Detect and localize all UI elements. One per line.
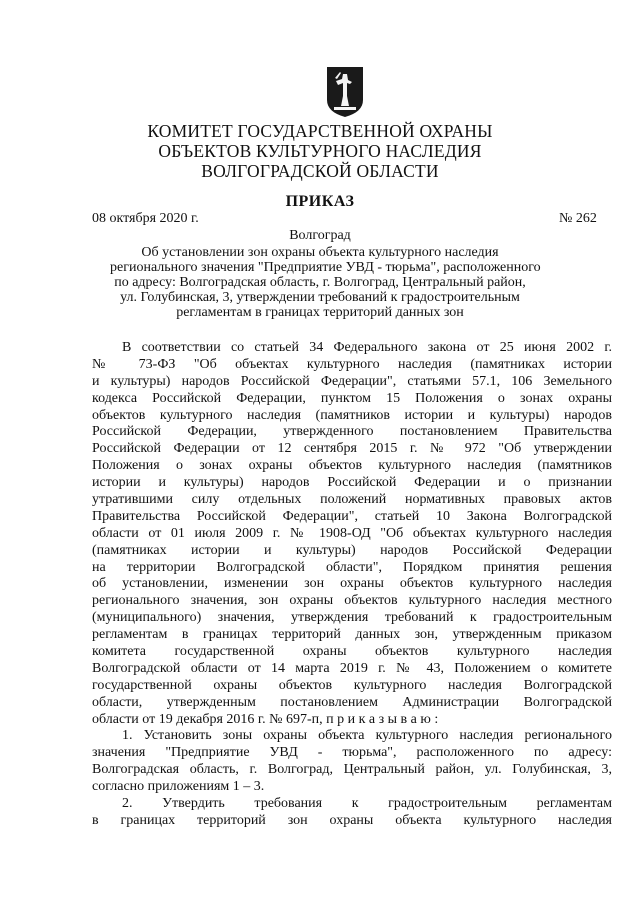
subject-line: регионального значения "Предприятие УВД - тюрьма", расположенного bbox=[110, 260, 541, 275]
body-line: (муниципального) значения, утверждения требований к градостроительным bbox=[92, 610, 612, 626]
body-line: государственной охраны объектов культурного наследия Волгоградской bbox=[92, 677, 612, 693]
committee-name-line-3: ВОЛГОГРАДСКОЙ ОБЛАСТИ bbox=[201, 161, 439, 181]
body-line: на территории Волгоградской области", Порядком принятия решения bbox=[92, 559, 612, 575]
body-line: Волгоградской области от 14 марта 2019 г. № 43, Положением о комитете bbox=[92, 660, 612, 676]
body-line: кодекса Российской Федерации, пунктом 15 Положения о зонах охраны bbox=[92, 390, 612, 406]
body-line: Положения о зонах охраны объектов культурного наследия (памятников bbox=[92, 458, 612, 474]
document-city: Волгоград bbox=[289, 228, 351, 243]
body-line: (памятниках истории и культуры) народов Российской Федерации bbox=[92, 542, 612, 558]
subject-line: регламентам в границах территорий данных зон bbox=[176, 305, 464, 320]
body-line: области от 01 июля 2009 г. № 1908-ОД "Об объектах культурного наследия bbox=[92, 525, 612, 541]
document-body bbox=[92, 340, 612, 830]
document-date: 08 октября 2020 г. bbox=[92, 211, 199, 226]
document-title: ПРИКАЗ bbox=[285, 193, 355, 210]
body-line: регламентам в границах территорий данных зон, утвержденным приказом bbox=[92, 627, 612, 643]
subject-line: ул. Голубинская, 3, утверждении требований к градостроительным bbox=[120, 290, 520, 305]
body-line: Российской Федерации, утвержденного постановлением Правительства bbox=[92, 424, 612, 440]
committee-name-line-2: ОБЪЕКТОВ КУЛЬТУРНОГО НАСЛЕДИЯ bbox=[158, 141, 482, 161]
body-line: № 73-ФЗ "Об объектах культурного наследия (памятниках истории bbox=[92, 356, 612, 372]
body-line: и культуры) народов Российской Федерации", статьями 57.1, 106 Земельного bbox=[92, 373, 612, 389]
body-line: В соответствии со статьей 34 Федерального закона от 25 июня 2002 г. bbox=[122, 340, 612, 355]
committee-name-line-1: КОМИТЕТ ГОСУДАРСТВЕННОЙ ОХРАНЫ bbox=[147, 121, 493, 141]
body-line: Российской Федерации от 12 сентября 2015 г. № 972 "Об утверждении bbox=[92, 441, 612, 457]
body-line: 2. Утвердить требования к градостроительным регламентам bbox=[122, 796, 612, 812]
body-line: согласно приложениям 1 – 3. bbox=[92, 779, 265, 795]
document-number: № 262 bbox=[559, 211, 597, 226]
body-line: об установлении, изменении зон охраны объектов культурного наследия bbox=[92, 576, 612, 592]
body-line: области от 19 декабря 2016 г. № 697-п, п р и к а з ы в а ю : bbox=[92, 711, 439, 727]
body-line: Правительства Российской Федерации", статьей 10 Закона Волгоградской bbox=[92, 508, 612, 524]
coat-of-arms-icon bbox=[326, 66, 364, 118]
body-line: утратившими силу отдельных положений нормативных правовых актов bbox=[92, 492, 612, 508]
body-line: комитета государственной охраны объектов культурного наследия bbox=[92, 644, 612, 660]
subject-line: Об установлении зон охраны объекта культурного наследия bbox=[141, 245, 499, 260]
body-line: объектов культурного наследия (памятников истории и культуры) народов bbox=[92, 407, 612, 423]
body-line: истории и культуры) народов Российской Федерации и о признании bbox=[92, 475, 612, 491]
body-line: Волгоградская область, г. Волгоград, Центральный район, ул. Голубинская, 3, bbox=[92, 762, 612, 778]
body-line: значения "Предприятие УВД - тюрьма", расположенного по адресу: bbox=[92, 745, 612, 761]
body-line: в границах территорий зон охраны объекта культурного наследия bbox=[92, 812, 612, 828]
body-line: регионального значения, зон охраны объектов культурного наследия местного bbox=[92, 593, 612, 609]
body-line: области, утвержденным постановлением Администрации Волгоградской bbox=[92, 694, 612, 710]
subject-line: по адресу: Волгоградская область, г. Волгоград, Центральный район, bbox=[114, 275, 526, 290]
document-subject bbox=[110, 245, 541, 320]
body-line: 1. Установить зоны охраны объекта культурного наследия регионального bbox=[122, 728, 612, 744]
